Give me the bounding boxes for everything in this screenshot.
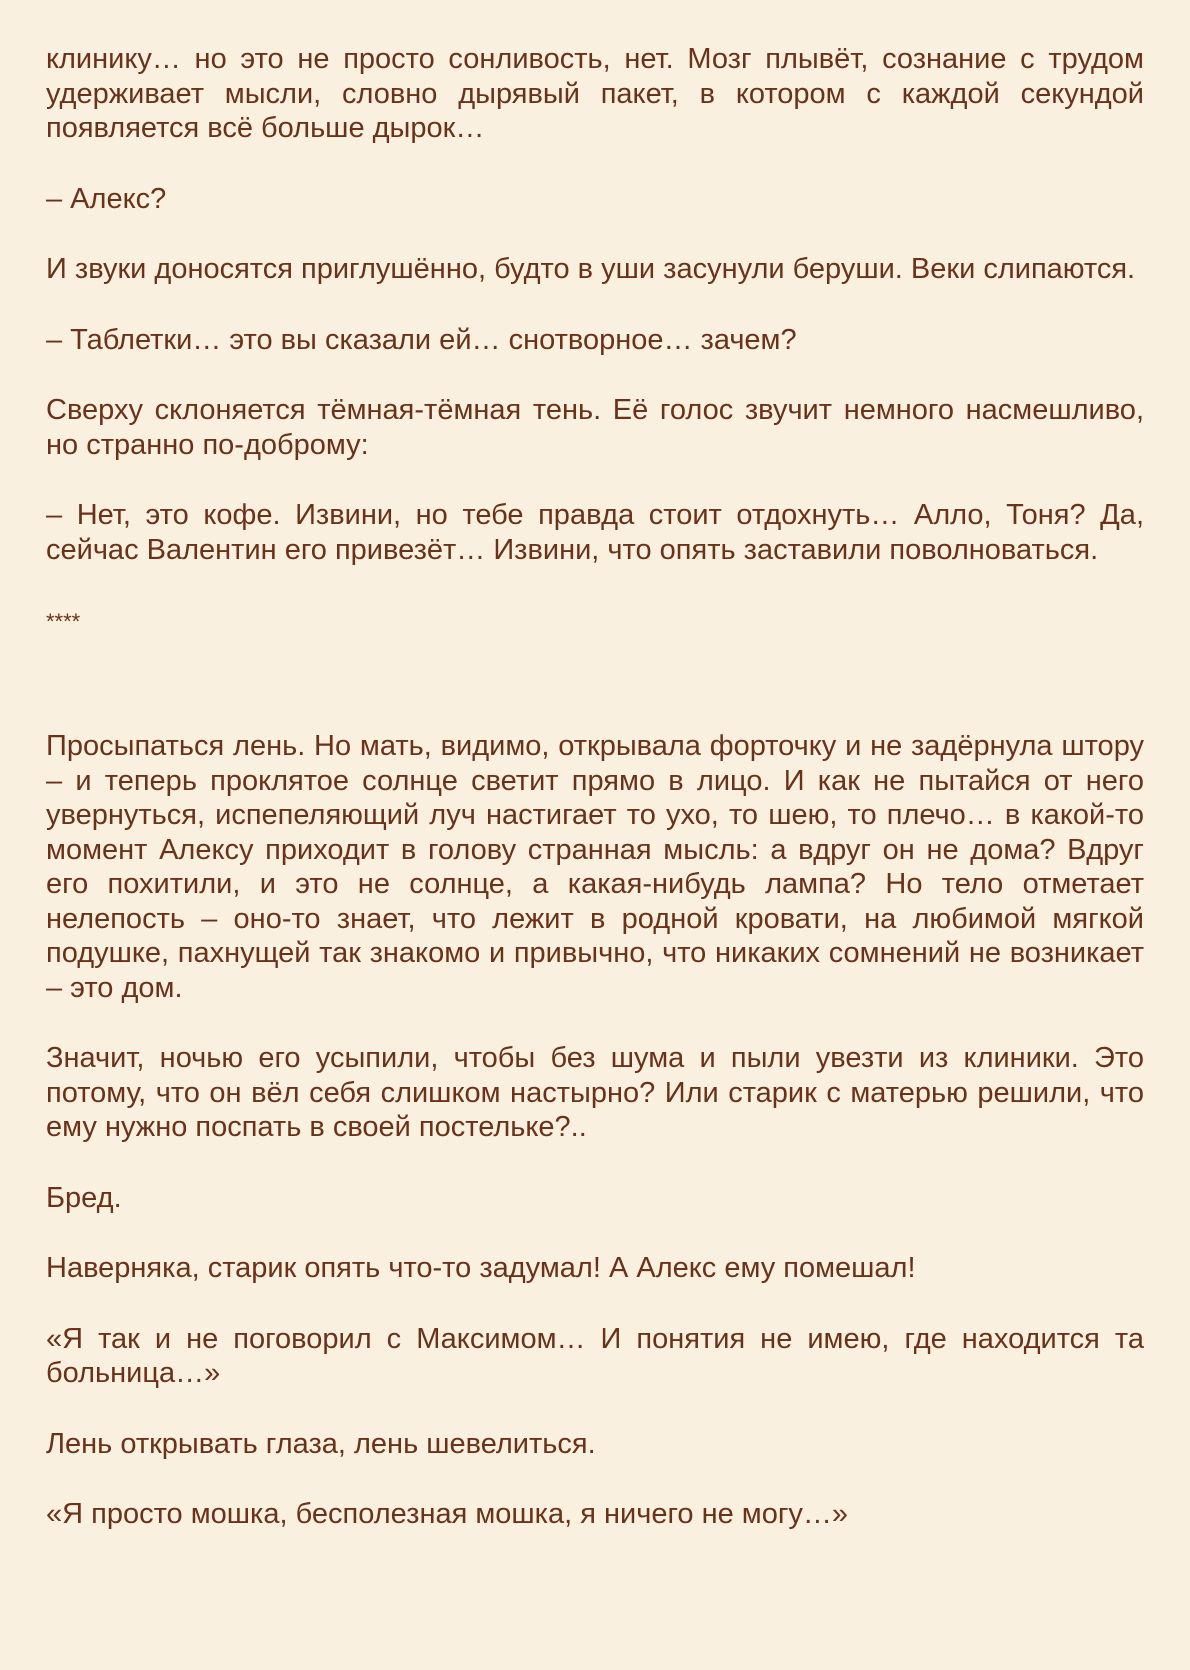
paragraph-4: Просыпаться лень. Но мать, видимо, открывала форточку и не задёрнула штору – и теперь проклятое солнце светит прямо в лицо. И как не пытайся от него увернуться, испепеляющий луч настигает то ухо, то шею, то плечо… в какой-то момент Алексу приходит в голову странная мысль: а вдруг он не дома? Вдруг его похитили, и это не солнце, а какая-нибудь лампа? Но тело отметает нелепость – оно-то знает, что лежит в родной кровати, на любимой мягкой подушке, пахнущей так знакомо и привычно, что никаких сомнений не возникает – это дом. (46, 730, 1144, 1004)
paragraph-7: Наверняка, старик опять что-то задумал! А Алекс ему помешал! (46, 1252, 916, 1284)
thought-line-2: «Я просто мошка, бесполезная мошка, я ничего не могу…» (46, 1498, 849, 1530)
paragraph-1: клинику… но это не просто сонливость, нет. Мозг плывёт, сознание с трудом удерживает мысли, словно дырявый пакет, в котором с каждой секундой появляется всё больше дырок… (46, 43, 1144, 144)
dialogue-line-2: – Таблетки… это вы сказали ей… снотворное… зачем? (46, 323, 797, 356)
paragraph-2: И звуки доносятся приглушённо, будто в уши засунули беруши. Веки слипаются. (46, 253, 1136, 285)
dialogue-line-3: – Нет, это кофе. Извини, но тебе правда стоит отдохнуть… Алло, Тоня? Да, сейчас Валентин его привезёт… Извини, что опять заставили поволноваться. (46, 499, 1144, 566)
paragraph-8: Лень открывать глаза, лень шевелиться. (46, 1427, 596, 1460)
paragraph-5: Значит, ночью его усыпили, чтобы без шума и пыли увезти из клиники. Это потому, что он вёл себя слишком настырно? Или старик с матерью решили, что ему нужно поспать в своей постельке?.. (46, 1042, 1144, 1143)
paragraph-3: Сверху склоняется тёмная-тёмная тень. Её голос звучит немного насмешливо, но странно по-доброму: (46, 394, 1144, 461)
thought-line-1: «Я так и не поговорил с Максимом… И понятия не имею, где находится та больница…» (46, 1322, 1144, 1389)
section-separator: **** (46, 609, 81, 634)
paragraph-6: Бред. (46, 1181, 122, 1214)
dialogue-line-1: – Алекс? (46, 182, 167, 215)
